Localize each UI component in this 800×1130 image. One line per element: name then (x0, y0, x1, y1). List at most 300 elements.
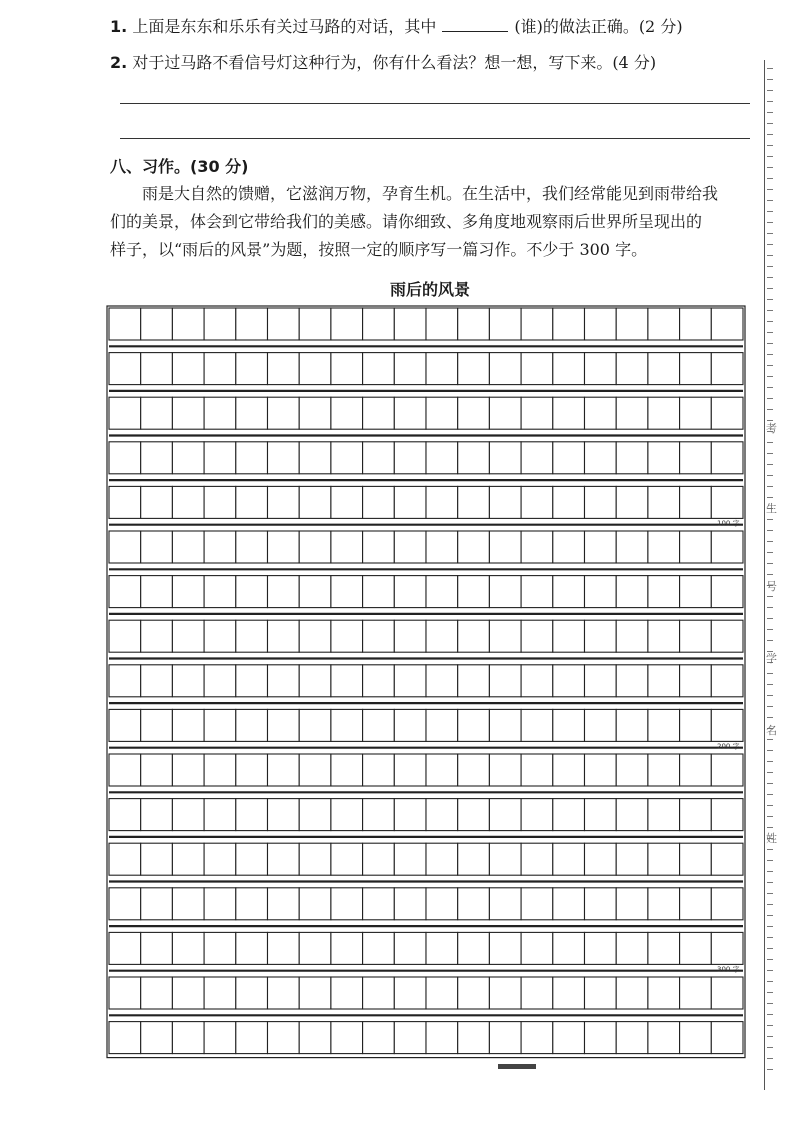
grid-cell[interactable] (172, 531, 204, 563)
grid-cell[interactable] (172, 799, 204, 831)
grid-cell[interactable] (489, 486, 521, 518)
grid-cell[interactable] (299, 799, 331, 831)
grid-cell[interactable] (363, 442, 395, 474)
grid-cell[interactable] (426, 620, 458, 652)
grid-cell[interactable] (299, 397, 331, 429)
grid-cell[interactable] (680, 308, 712, 340)
grid-cell[interactable] (236, 709, 268, 741)
grid-cell[interactable] (331, 1022, 363, 1054)
grid-cell[interactable] (489, 620, 521, 652)
grid-cell[interactable] (299, 843, 331, 875)
grid-cell[interactable] (711, 620, 743, 652)
grid-cell[interactable] (521, 665, 553, 697)
grid-cell[interactable] (141, 397, 173, 429)
grid-cell[interactable] (489, 1022, 521, 1054)
grid-cell[interactable] (553, 888, 585, 920)
grid-cell[interactable] (299, 486, 331, 518)
grid-cell[interactable] (711, 397, 743, 429)
grid-cell[interactable] (109, 576, 141, 608)
grid-cell[interactable] (521, 620, 553, 652)
grid-cell[interactable] (268, 888, 300, 920)
grid-cell[interactable] (236, 442, 268, 474)
grid-cell[interactable] (553, 932, 585, 964)
grid-cell[interactable] (553, 486, 585, 518)
grid-cell[interactable] (268, 576, 300, 608)
grid-cell[interactable] (331, 843, 363, 875)
grid-cell[interactable] (109, 620, 141, 652)
grid-cell[interactable] (172, 1022, 204, 1054)
grid-cell[interactable] (553, 531, 585, 563)
grid-cell[interactable] (426, 486, 458, 518)
grid-cell[interactable] (268, 843, 300, 875)
grid-cell[interactable] (553, 353, 585, 385)
grid-cell[interactable] (521, 1022, 553, 1054)
grid-cell[interactable] (204, 308, 236, 340)
grid-cell[interactable] (394, 932, 426, 964)
grid-cell[interactable] (426, 576, 458, 608)
grid-cell[interactable] (236, 308, 268, 340)
grid-cell[interactable] (172, 620, 204, 652)
grid-cell[interactable] (172, 665, 204, 697)
grid-cell[interactable] (426, 709, 458, 741)
grid-cell[interactable] (521, 442, 553, 474)
grid-cell[interactable] (141, 620, 173, 652)
grid-cell[interactable] (648, 486, 680, 518)
grid-cell[interactable] (363, 308, 395, 340)
grid-cell[interactable] (553, 442, 585, 474)
grid-cell[interactable] (363, 754, 395, 786)
grid-cell[interactable] (426, 442, 458, 474)
grid-cell[interactable] (711, 709, 743, 741)
grid-cell[interactable] (204, 442, 236, 474)
grid-cell[interactable] (426, 665, 458, 697)
grid-cell[interactable] (680, 353, 712, 385)
grid-cell[interactable] (616, 977, 648, 1009)
grid-cell[interactable] (616, 1022, 648, 1054)
grid-cell[interactable] (236, 888, 268, 920)
grid-cell[interactable] (204, 709, 236, 741)
grid-cell[interactable] (236, 799, 268, 831)
grid-cell[interactable] (711, 1022, 743, 1054)
grid-cell[interactable] (648, 576, 680, 608)
grid-cell[interactable] (553, 576, 585, 608)
grid-cell[interactable] (204, 932, 236, 964)
grid-cell[interactable] (680, 932, 712, 964)
grid-cell[interactable] (109, 353, 141, 385)
grid-cell[interactable] (394, 799, 426, 831)
grid-cell[interactable] (489, 353, 521, 385)
grid-cell[interactable] (331, 442, 363, 474)
grid-cell[interactable] (458, 308, 490, 340)
grid-cell[interactable] (109, 1022, 141, 1054)
grid-cell[interactable] (616, 531, 648, 563)
grid-cell[interactable] (648, 620, 680, 652)
grid-cell[interactable] (109, 486, 141, 518)
grid-cell[interactable] (363, 576, 395, 608)
grid-cell[interactable] (394, 843, 426, 875)
grid-cell[interactable] (363, 353, 395, 385)
grid-cell[interactable] (458, 442, 490, 474)
grid-cell[interactable] (648, 932, 680, 964)
grid-cell[interactable] (268, 932, 300, 964)
grid-cell[interactable] (299, 531, 331, 563)
grid-cell[interactable] (489, 843, 521, 875)
grid-cell[interactable] (172, 486, 204, 518)
grid-cell[interactable] (268, 442, 300, 474)
grid-cell[interactable] (648, 977, 680, 1009)
grid-cell[interactable] (648, 353, 680, 385)
grid-cell[interactable] (268, 754, 300, 786)
grid-cell[interactable] (680, 843, 712, 875)
grid-cell[interactable] (680, 754, 712, 786)
grid-cell[interactable] (204, 353, 236, 385)
grid-cell[interactable] (458, 531, 490, 563)
grid-cell[interactable] (109, 442, 141, 474)
grid-cell[interactable] (458, 888, 490, 920)
grid-cell[interactable] (331, 397, 363, 429)
grid-cell[interactable] (236, 397, 268, 429)
grid-cell[interactable] (458, 843, 490, 875)
grid-cell[interactable] (268, 620, 300, 652)
grid-cell[interactable] (458, 932, 490, 964)
grid-cell[interactable] (141, 932, 173, 964)
grid-cell[interactable] (331, 888, 363, 920)
grid-cell[interactable] (680, 1022, 712, 1054)
grid-cell[interactable] (489, 397, 521, 429)
grid-cell[interactable] (236, 620, 268, 652)
grid-cell[interactable] (172, 932, 204, 964)
grid-cell[interactable] (553, 843, 585, 875)
grid-cell[interactable] (109, 932, 141, 964)
grid-cell[interactable] (680, 397, 712, 429)
grid-cell[interactable] (458, 709, 490, 741)
grid-cell[interactable] (521, 754, 553, 786)
grid-cell[interactable] (141, 442, 173, 474)
grid-cell[interactable] (363, 977, 395, 1009)
grid-cell[interactable] (394, 353, 426, 385)
grid-cell[interactable] (489, 576, 521, 608)
grid-cell[interactable] (141, 754, 173, 786)
grid-cell[interactable] (489, 531, 521, 563)
grid-cell[interactable] (394, 977, 426, 1009)
grid-cell[interactable] (585, 709, 617, 741)
grid-cell[interactable] (141, 843, 173, 875)
grid-cell[interactable] (394, 308, 426, 340)
grid-cell[interactable] (331, 620, 363, 652)
grid-cell[interactable] (363, 799, 395, 831)
grid-cell[interactable] (331, 754, 363, 786)
grid-cell[interactable] (394, 709, 426, 741)
grid-cell[interactable] (141, 977, 173, 1009)
grid-cell[interactable] (331, 486, 363, 518)
grid-cell[interactable] (204, 843, 236, 875)
grid-cell[interactable] (331, 576, 363, 608)
grid-cell[interactable] (141, 486, 173, 518)
grid-cell[interactable] (458, 754, 490, 786)
grid-cell[interactable] (268, 1022, 300, 1054)
grid-cell[interactable] (172, 888, 204, 920)
grid-cell[interactable] (363, 620, 395, 652)
grid-cell[interactable] (141, 888, 173, 920)
grid-cell[interactable] (109, 977, 141, 1009)
grid-cell[interactable] (711, 353, 743, 385)
grid-cell[interactable] (585, 442, 617, 474)
grid-cell[interactable] (616, 486, 648, 518)
grid-cell[interactable] (585, 754, 617, 786)
grid-cell[interactable] (363, 486, 395, 518)
grid-cell[interactable] (426, 888, 458, 920)
grid-cell[interactable] (489, 799, 521, 831)
grid-cell[interactable] (648, 709, 680, 741)
grid-cell[interactable] (489, 308, 521, 340)
grid-cell[interactable] (648, 531, 680, 563)
grid-cell[interactable] (299, 754, 331, 786)
grid-cell[interactable] (616, 843, 648, 875)
grid-cell[interactable] (236, 843, 268, 875)
grid-cell[interactable] (585, 486, 617, 518)
grid-cell[interactable] (141, 799, 173, 831)
grid-cell[interactable] (458, 799, 490, 831)
grid-cell[interactable] (489, 709, 521, 741)
grid-cell[interactable] (616, 754, 648, 786)
grid-cell[interactable] (585, 843, 617, 875)
grid-cell[interactable] (394, 665, 426, 697)
grid-cell[interactable] (236, 353, 268, 385)
grid-cell[interactable] (109, 799, 141, 831)
grid-cell[interactable] (109, 888, 141, 920)
grid-cell[interactable] (648, 397, 680, 429)
grid-cell[interactable] (331, 932, 363, 964)
grid-cell[interactable] (172, 576, 204, 608)
grid-cell[interactable] (489, 977, 521, 1009)
grid-cell[interactable] (426, 308, 458, 340)
grid-cell[interactable] (426, 977, 458, 1009)
grid-cell[interactable] (204, 754, 236, 786)
grid-cell[interactable] (204, 576, 236, 608)
grid-cell[interactable] (521, 977, 553, 1009)
grid-cell[interactable] (680, 709, 712, 741)
grid-cell[interactable] (521, 576, 553, 608)
grid-cell[interactable] (394, 1022, 426, 1054)
grid-cell[interactable] (204, 977, 236, 1009)
grid-cell[interactable] (458, 576, 490, 608)
grid-cell[interactable] (363, 709, 395, 741)
grid-cell[interactable] (711, 799, 743, 831)
grid-cell[interactable] (331, 665, 363, 697)
grid-cell[interactable] (331, 353, 363, 385)
grid-cell[interactable] (299, 665, 331, 697)
grid-cell[interactable] (458, 397, 490, 429)
grid-cell[interactable] (585, 353, 617, 385)
grid-cell[interactable] (585, 799, 617, 831)
grid-cell[interactable] (648, 843, 680, 875)
grid-cell[interactable] (109, 754, 141, 786)
grid-cell[interactable] (141, 308, 173, 340)
grid-cell[interactable] (680, 665, 712, 697)
grid-cell[interactable] (204, 397, 236, 429)
grid-cell[interactable] (236, 576, 268, 608)
grid-cell[interactable] (268, 665, 300, 697)
grid-cell[interactable] (711, 308, 743, 340)
grid-cell[interactable] (489, 665, 521, 697)
grid-cell[interactable] (585, 620, 617, 652)
grid-cell[interactable] (204, 665, 236, 697)
grid-cell[interactable] (680, 442, 712, 474)
grid-cell[interactable] (331, 709, 363, 741)
grid-cell[interactable] (204, 1022, 236, 1054)
grid-cell[interactable] (109, 397, 141, 429)
grid-cell[interactable] (489, 888, 521, 920)
grid-cell[interactable] (172, 397, 204, 429)
grid-cell[interactable] (426, 799, 458, 831)
grid-cell[interactable] (299, 932, 331, 964)
grid-cell[interactable] (553, 308, 585, 340)
grid-cell[interactable] (204, 799, 236, 831)
grid-cell[interactable] (521, 888, 553, 920)
grid-cell[interactable] (648, 665, 680, 697)
grid-cell[interactable] (680, 486, 712, 518)
grid-cell[interactable] (616, 353, 648, 385)
grid-cell[interactable] (172, 754, 204, 786)
grid-cell[interactable] (680, 977, 712, 1009)
grid-cell[interactable] (553, 620, 585, 652)
grid-cell[interactable] (616, 799, 648, 831)
grid-cell[interactable] (299, 709, 331, 741)
grid-cell[interactable] (648, 308, 680, 340)
grid-cell[interactable] (426, 1022, 458, 1054)
grid-cell[interactable] (394, 620, 426, 652)
grid-cell[interactable] (236, 977, 268, 1009)
grid-cell[interactable] (680, 531, 712, 563)
grid-cell[interactable] (268, 799, 300, 831)
grid-cell[interactable] (426, 843, 458, 875)
grid-cell[interactable] (711, 888, 743, 920)
grid-cell[interactable] (141, 531, 173, 563)
grid-cell[interactable] (394, 486, 426, 518)
grid-cell[interactable] (521, 843, 553, 875)
grid-cell[interactable] (299, 620, 331, 652)
grid-cell[interactable] (426, 754, 458, 786)
grid-cell[interactable] (585, 576, 617, 608)
grid-cell[interactable] (363, 888, 395, 920)
grid-cell[interactable] (363, 531, 395, 563)
grid-cell[interactable] (680, 620, 712, 652)
grid-cell[interactable] (331, 308, 363, 340)
grid-cell[interactable] (458, 665, 490, 697)
grid-cell[interactable] (616, 442, 648, 474)
grid-cell[interactable] (394, 888, 426, 920)
grid-cell[interactable] (553, 397, 585, 429)
grid-cell[interactable] (521, 397, 553, 429)
grid-cell[interactable] (616, 665, 648, 697)
grid-cell[interactable] (711, 531, 743, 563)
grid-cell[interactable] (394, 397, 426, 429)
grid-cell[interactable] (299, 353, 331, 385)
grid-cell[interactable] (236, 531, 268, 563)
grid-cell[interactable] (616, 620, 648, 652)
grid-cell[interactable] (648, 754, 680, 786)
grid-cell[interactable] (172, 709, 204, 741)
grid-cell[interactable] (236, 932, 268, 964)
grid-cell[interactable] (585, 531, 617, 563)
grid-cell[interactable] (172, 308, 204, 340)
grid-cell[interactable] (648, 799, 680, 831)
grid-cell[interactable] (458, 486, 490, 518)
grid-cell[interactable] (363, 1022, 395, 1054)
grid-cell[interactable] (521, 709, 553, 741)
grid-cell[interactable] (711, 932, 743, 964)
grid-cell[interactable] (426, 932, 458, 964)
grid-cell[interactable] (553, 754, 585, 786)
grid-cell[interactable] (236, 754, 268, 786)
grid-cell[interactable] (553, 709, 585, 741)
grid-cell[interactable] (426, 397, 458, 429)
grid-cell[interactable] (711, 442, 743, 474)
grid-cell[interactable] (172, 977, 204, 1009)
grid-cell[interactable] (109, 843, 141, 875)
grid-cell[interactable] (394, 442, 426, 474)
grid-cell[interactable] (299, 977, 331, 1009)
grid-cell[interactable] (458, 1022, 490, 1054)
grid-cell[interactable] (363, 665, 395, 697)
grid-cell[interactable] (648, 888, 680, 920)
grid-cell[interactable] (141, 576, 173, 608)
grid-cell[interactable] (616, 709, 648, 741)
grid-cell[interactable] (711, 843, 743, 875)
grid-cell[interactable] (711, 665, 743, 697)
grid-cell[interactable] (363, 932, 395, 964)
grid-cell[interactable] (426, 353, 458, 385)
grid-cell[interactable] (616, 576, 648, 608)
grid-cell[interactable] (711, 977, 743, 1009)
grid-cell[interactable] (616, 888, 648, 920)
grid-cell[interactable] (394, 531, 426, 563)
grid-cell[interactable] (236, 486, 268, 518)
grid-cell[interactable] (648, 1022, 680, 1054)
grid-cell[interactable] (521, 308, 553, 340)
grid-cell[interactable] (363, 397, 395, 429)
grid-cell[interactable] (268, 308, 300, 340)
grid-cell[interactable] (680, 888, 712, 920)
grid-cell[interactable] (585, 308, 617, 340)
grid-cell[interactable] (489, 754, 521, 786)
grid-cell[interactable] (585, 977, 617, 1009)
grid-cell[interactable] (172, 353, 204, 385)
grid-cell[interactable] (109, 308, 141, 340)
grid-cell[interactable] (299, 1022, 331, 1054)
grid-cell[interactable] (489, 932, 521, 964)
grid-cell[interactable] (299, 888, 331, 920)
grid-cell[interactable] (268, 531, 300, 563)
grid-cell[interactable] (268, 397, 300, 429)
grid-cell[interactable] (585, 1022, 617, 1054)
grid-cell[interactable] (204, 620, 236, 652)
grid-cell[interactable] (109, 709, 141, 741)
grid-cell[interactable] (680, 576, 712, 608)
grid-cell[interactable] (236, 665, 268, 697)
grid-cell[interactable] (521, 799, 553, 831)
grid-cell[interactable] (521, 531, 553, 563)
grid-cell[interactable] (585, 932, 617, 964)
grid-cell[interactable] (236, 1022, 268, 1054)
grid-cell[interactable] (553, 977, 585, 1009)
grid-cell[interactable] (585, 888, 617, 920)
grid-cell[interactable] (204, 486, 236, 518)
grid-cell[interactable] (553, 799, 585, 831)
grid-cell[interactable] (331, 799, 363, 831)
grid-cell[interactable] (394, 754, 426, 786)
grid-cell[interactable] (299, 576, 331, 608)
